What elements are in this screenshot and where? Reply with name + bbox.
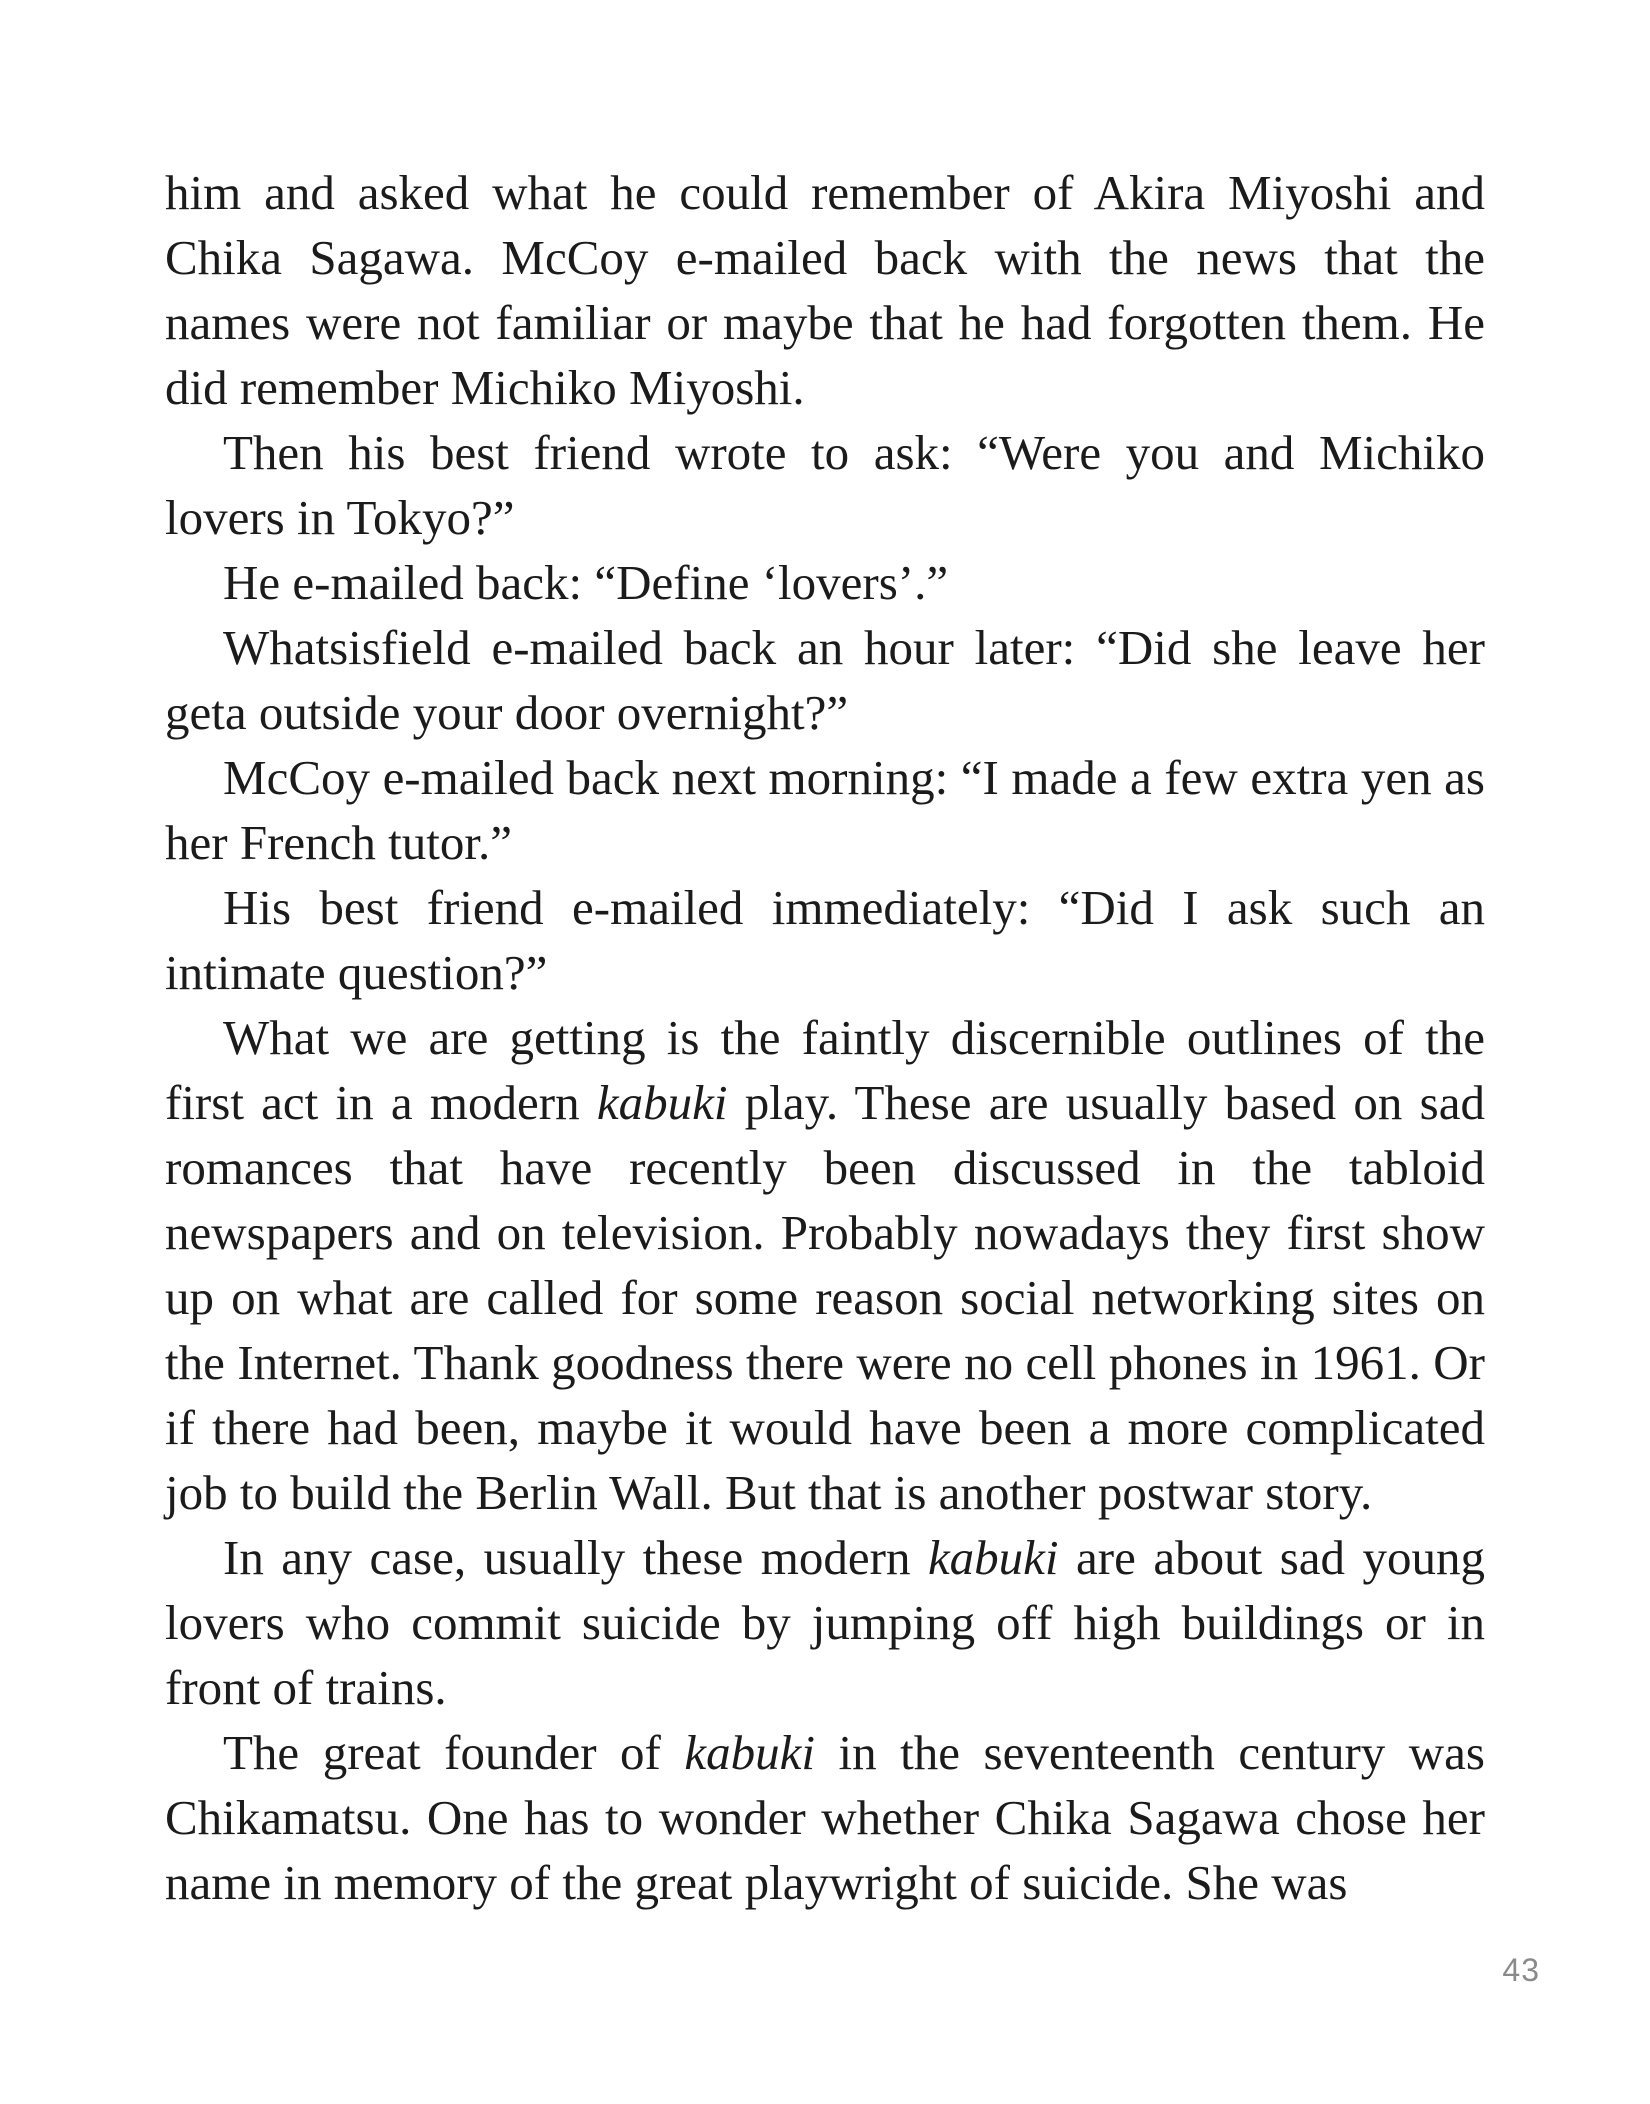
text-segment: Then his best friend wrote to ask: “Were you and Michiko lovers in Tokyo?”	[165, 425, 1485, 545]
text-segment: are about sad young lovers who commit suicide by jumping off high buildings or in front of trains.	[165, 1530, 1485, 1715]
paragraph	[165, 1720, 1485, 1915]
paragraph	[165, 1005, 1485, 1525]
body-text	[165, 160, 1485, 1915]
text-segment: play. These are usually based on sad romances that have recently been discussed in the tabloid newspapers and on television. Probably nowadays they first show up on what are called for some reason social networking sites on the Internet. Thank goodness there were no cell phones in 1961. Or if there had been, maybe it would have been a more complicated job to build the Berlin Wall. But that is another postwar story.	[165, 1075, 1485, 1520]
paragraph	[165, 745, 1485, 875]
paragraph	[165, 875, 1485, 1005]
paragraph	[165, 615, 1485, 745]
paragraph	[165, 1525, 1485, 1720]
paragraph	[165, 420, 1485, 550]
text-segment: In any case, usually these modern	[223, 1530, 928, 1585]
text-segment: McCoy e-mailed back next morning: “I made a few extra yen as her French tutor.”	[165, 750, 1485, 870]
paragraph	[165, 160, 1485, 420]
italic-text: kabuki	[927, 1530, 1059, 1585]
text-segment: in the seventeenth century was Chikamatsu. One has to wonder whether Chika Sagawa chose her name in memory of the great playwright of suicide. She was	[165, 1725, 1486, 1910]
text-segment: Whatsisfield e-mailed back an hour later: “Did she leave her geta outside your door overnight?”	[165, 620, 1485, 740]
italic-text: kabuki	[684, 1725, 816, 1780]
page-number: 43	[1502, 1952, 1540, 1988]
italic-text: kabuki	[596, 1075, 728, 1130]
text-segment: He e-mailed back: “Define ‘lovers’.”	[223, 555, 949, 610]
text-segment: him and asked what he could remember of Akira Miyoshi and Chika Sagawa. McCoy e-mailed back with the news that the names were not familiar or maybe that he had forgotten them. He did remember Michiko Miyoshi.	[165, 165, 1485, 415]
text-segment: His best friend e-mailed immediately: “Did I ask such an intimate question?”	[165, 880, 1485, 1000]
text-segment: What we are getting is the faintly discernible outlines of the first act in a modern	[165, 1010, 1485, 1130]
text-segment: The great founder of	[223, 1725, 685, 1780]
paragraph	[165, 550, 1485, 615]
